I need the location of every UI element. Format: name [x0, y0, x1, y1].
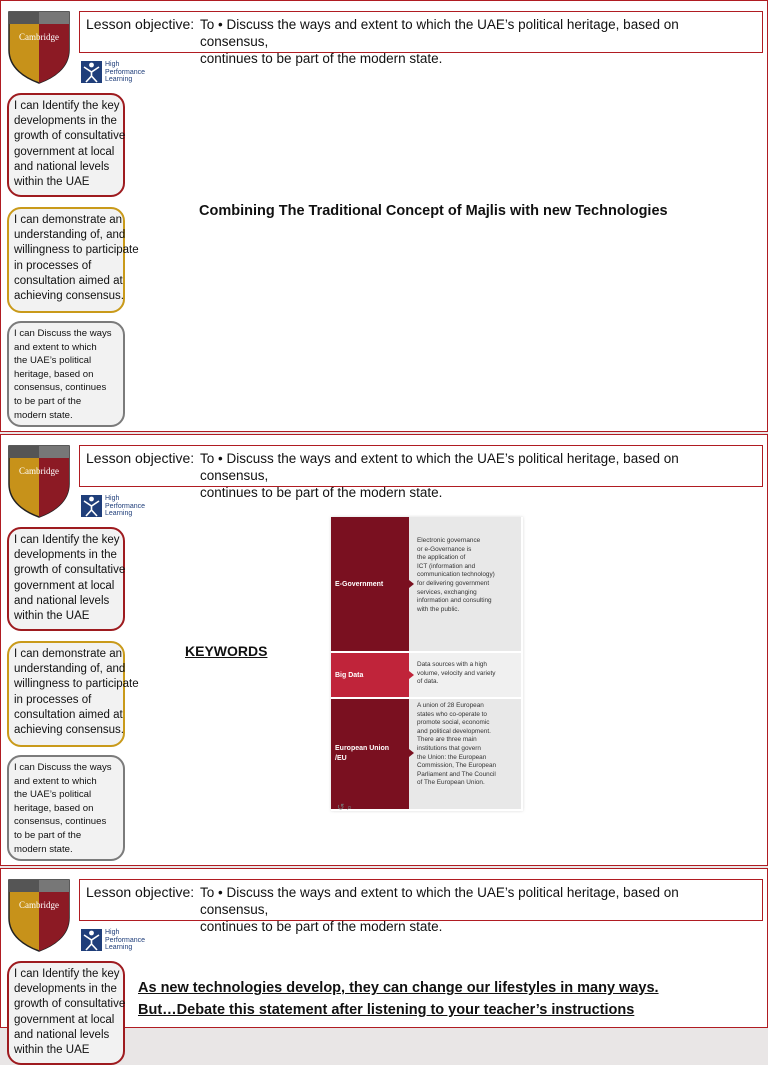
def-line: volume, velocity and variety	[417, 669, 496, 677]
can-line: understanding of, and	[14, 229, 126, 242]
can-line: I can demonstrate an	[14, 648, 123, 660]
arrow-icon	[409, 671, 414, 679]
cambridge-shield-icon	[7, 444, 71, 518]
def-line: information and consulting	[417, 597, 492, 605]
can-line: developments in the	[14, 549, 117, 562]
can-statement-gold	[7, 641, 139, 747]
can-line: consensus, continues	[14, 816, 107, 828]
can-line: within the UAE	[14, 176, 90, 189]
def-line: A union of 28 European	[417, 702, 484, 709]
debate-statement	[138, 977, 659, 1021]
hpl-logo	[81, 61, 161, 85]
objective-line-1: To • Discuss the ways and extent to which the UAE’s political heritage, based on consensus,	[200, 17, 679, 49]
logo-text: Cambridge	[19, 900, 59, 910]
can-line: government at local	[14, 1013, 115, 1026]
can-line: achieving consensus.	[14, 290, 124, 303]
def-line: promote social, economic	[417, 719, 490, 727]
def-line: or e-Governance is	[417, 545, 472, 553]
cambridge-shield-icon	[7, 878, 71, 952]
hpl-figure-icon	[81, 61, 102, 83]
objective-label: Lesson objective:	[86, 16, 195, 32]
objective-line-2: continues to be part of the modern state.	[200, 51, 443, 66]
image-tools[interactable]: ↺ ⌕	[337, 802, 353, 812]
can-line: within the UAE	[14, 610, 90, 623]
def-line: services, exchanging	[417, 588, 477, 596]
can-line: I can Identify the key	[14, 968, 120, 980]
can-line: I can Identify the key	[14, 100, 120, 112]
can-line: growth of consultative	[14, 130, 126, 143]
slide-heading: Combining The Traditional Concept of Majlis with new Technologies	[199, 203, 668, 219]
keyword-term: European Union /EU	[331, 699, 409, 809]
keyword-row-big-data	[331, 653, 523, 697]
can-line: consensus, continues	[14, 382, 107, 394]
hpl-logo	[81, 929, 161, 953]
can-line: in processes of	[14, 693, 92, 706]
keywords-table	[331, 517, 523, 811]
can-line: willingness to participate	[14, 678, 139, 691]
def-line: with the public.	[417, 605, 460, 613]
debate-line-1: As new technologies develop, they can change our lifestyles in many ways.	[138, 980, 659, 996]
def-line: the application of	[417, 554, 466, 562]
hpl-line-3: Learning	[105, 510, 133, 517]
def-line: Commission, The European	[417, 762, 497, 770]
can-line: consultation aimed at	[14, 708, 123, 721]
can-line: and national levels	[14, 160, 110, 173]
can-statement-gold	[7, 207, 139, 313]
objective-label: Lesson objective:	[86, 450, 195, 466]
keyword-row-e-government	[331, 517, 523, 651]
def-line: ICT (information and	[417, 562, 476, 570]
can-line: consultation aimed at	[14, 274, 123, 287]
arrow-icon	[409, 580, 414, 588]
can-statement-red	[7, 527, 125, 631]
objective-label: Lesson objective:	[86, 884, 195, 900]
can-line: I can Identify the key	[14, 534, 120, 546]
def-line: Parliament and The Council	[417, 770, 496, 778]
can-line: government at local	[14, 579, 115, 592]
objective-line-1: To • Discuss the ways and extent to which the UAE’s political heritage, based on consensus,	[200, 885, 679, 917]
def-line: for delivering government	[417, 579, 490, 587]
keywords-heading: KEYWORDS	[185, 643, 268, 659]
can-line: heritage, based on	[14, 802, 94, 814]
hpl-line-3: Learning	[105, 76, 133, 83]
can-line: growth of consultative	[14, 564, 126, 577]
can-statement-grey	[7, 755, 125, 861]
hpl-line-1: High	[105, 929, 120, 936]
objective-line-1: To • Discuss the ways and extent to which the UAE’s political heritage, based on consensus,	[200, 451, 679, 483]
logo-text: Cambridge	[19, 32, 59, 42]
can-line: heritage, based on	[14, 368, 94, 380]
can-line: government at local	[14, 145, 115, 158]
keyword-term: E-Government	[331, 517, 409, 651]
can-line: I can demonstrate an	[14, 214, 123, 226]
hpl-line-2: Performance	[105, 936, 146, 944]
def-line: the Union: the European	[417, 753, 487, 761]
def-line: institutions that govern	[417, 744, 481, 752]
hpl-figure-icon	[81, 495, 102, 517]
can-line: in processes of	[14, 259, 92, 272]
hpl-line-2: Performance	[105, 502, 146, 510]
slide-2	[0, 434, 768, 866]
slide-1	[0, 0, 768, 432]
can-line: growth of consultative	[14, 998, 126, 1011]
can-line: to be part of the	[14, 829, 82, 841]
can-line: to be part of the	[14, 395, 82, 407]
slide-3	[0, 868, 768, 1057]
def-line: communication technology)	[417, 571, 495, 579]
hpl-logo	[81, 495, 161, 519]
def-line: Electronic governance	[417, 537, 481, 544]
def-line: There are three main	[417, 736, 477, 744]
can-line: modern state.	[14, 843, 73, 855]
can-line: understanding of, and	[14, 663, 126, 676]
can-line: modern state.	[14, 409, 73, 421]
objective-line-2: continues to be part of the modern state.	[200, 485, 443, 500]
can-statement-red	[7, 93, 125, 197]
can-line: developments in the	[14, 115, 117, 128]
can-line: and extent to which	[14, 341, 97, 353]
can-line: I can Discuss the ways	[14, 328, 112, 339]
keyword-definition	[409, 653, 521, 697]
arrow-icon	[409, 749, 414, 757]
can-line: achieving consensus.	[14, 724, 124, 737]
keyword-definition	[409, 517, 521, 651]
can-line: willingness to participate	[14, 244, 139, 257]
can-line: and extent to which	[14, 775, 97, 787]
can-line: and national levels	[14, 594, 110, 607]
can-line: the UAE’s political	[14, 789, 92, 801]
can-line: the UAE’s political	[14, 355, 92, 367]
keyword-definition	[409, 699, 521, 809]
def-line: of data.	[417, 678, 439, 686]
can-line: I can Discuss the ways	[14, 762, 112, 773]
def-line: and political development.	[417, 727, 491, 735]
logo-text: Cambridge	[19, 466, 59, 476]
keyword-row-eu	[331, 699, 523, 809]
debate-line-2: But…Debate this statement after listening to your teacher’s instructions	[138, 1002, 635, 1018]
hpl-figure-icon	[81, 929, 102, 951]
can-line: within the UAE	[14, 1044, 90, 1057]
hpl-line-1: High	[105, 61, 120, 68]
can-line: and national levels	[14, 1028, 110, 1041]
hpl-line-3: Learning	[105, 944, 133, 951]
keyword-term: Big Data	[331, 653, 409, 697]
objective-line-2: continues to be part of the modern state.	[200, 919, 443, 934]
hpl-line-2: Performance	[105, 68, 146, 76]
can-line: developments in the	[14, 983, 117, 996]
hpl-line-1: High	[105, 495, 120, 502]
cambridge-shield-icon	[7, 10, 71, 84]
can-statement-grey	[7, 321, 125, 427]
def-line: states who co-operate to	[417, 710, 487, 718]
def-line: Data sources with a high	[417, 661, 487, 668]
def-line: of The European Union.	[417, 779, 485, 787]
can-statement-red	[7, 961, 125, 1065]
